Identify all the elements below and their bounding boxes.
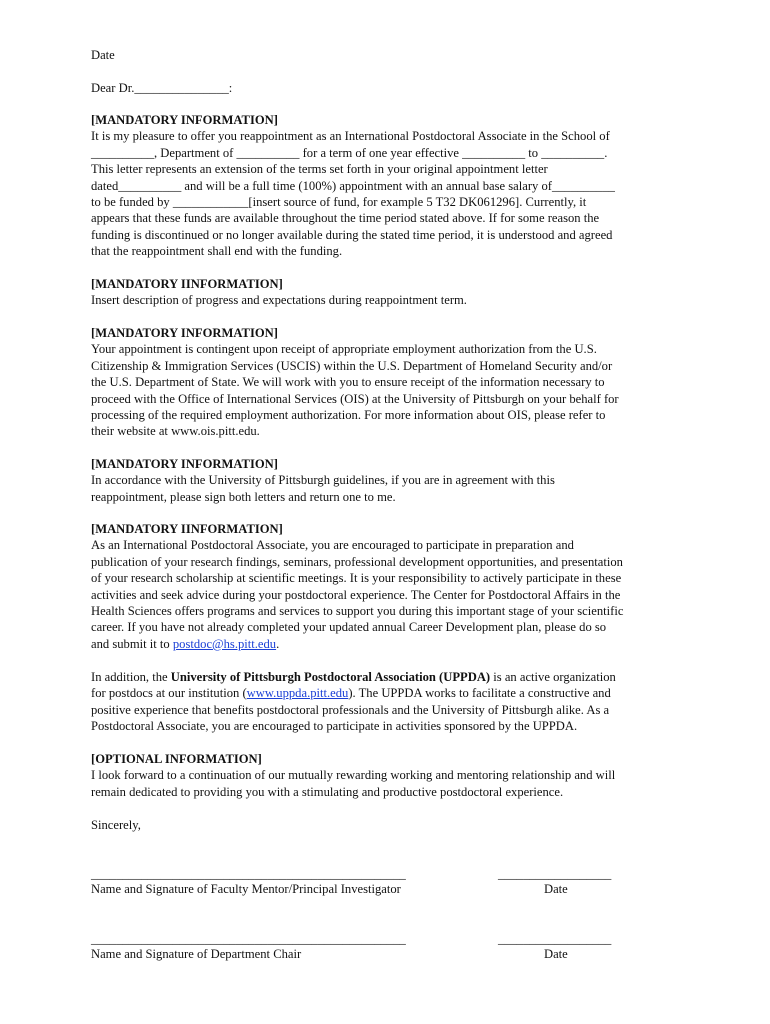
text-line: Postdoctoral Associate, you are encouraged to participate in activities sponsored by the UPPDA. <box>91 719 578 734</box>
section-heading: [MANDATORY INFORMATION] <box>91 113 278 127</box>
chair-date-label: Date <box>544 947 568 961</box>
text-line: It is my pleasure to offer you reappointment as an International Postdoctoral Associate in the School of <box>91 129 610 144</box>
text-line: funding is discontinued or no longer available during the stated time period, it is understood and agreed <box>91 227 613 242</box>
text-line: In accordance with the University of Pittsburgh guidelines, if you are in agreement with this <box>91 473 555 488</box>
text-line: I look forward to a continuation of our mutually rewarding working and mentoring relationship and will <box>91 768 616 783</box>
text-line: dated__________ and will be a full time (100%) appointment with an annual base salary of__________ <box>91 178 615 193</box>
text-fragment: In addition, the <box>91 670 171 684</box>
text-line: appears that these funds are available throughout the time period stated above. If for some reason the <box>91 211 600 226</box>
text-fragment: for postdocs at our institution ( <box>91 686 247 701</box>
text-fragment: ). The UPPDA works to facilitate a constructive and <box>348 686 611 701</box>
section-heading: [MANDATORY INFORMATION] <box>91 326 278 340</box>
section-heading: [OPTIONAL INFORMATION] <box>91 752 262 766</box>
chair-signature-label: Name and Signature of Department Chair <box>91 947 302 961</box>
mentor-signature-label: Name and Signature of Faculty Mentor/Principal Investigator <box>91 882 401 896</box>
text-line: This letter represents an extension of the terms set forth in your original appointment letter <box>91 162 548 177</box>
uppda-link[interactable]: www.uppda.pitt.edu <box>246 686 349 701</box>
closing-text: Sincerely, <box>91 818 141 832</box>
text-line: to be funded by ____________[insert source of fund, for example 5 T32 DK061296]. Currently, it <box>91 195 587 210</box>
date-label: Date <box>91 48 115 62</box>
text-line: positive experience that benefits postdoctoral professionals and the University of Pittsburgh alike. As a <box>91 702 610 717</box>
paragraph-uppda <box>91 669 691 735</box>
uppda-name: University of Pittsburgh Postdoctoral Association (UPPDA) <box>170 670 491 684</box>
paragraph-progress <box>91 276 691 309</box>
paragraph-agreement <box>91 456 691 505</box>
text-line: that the reappointment shall end with the funding. <box>91 244 343 259</box>
text-line: proceed with the Office of International Services (OIS) at the University of Pittsburgh on your behalf for <box>91 391 619 406</box>
salutation-text: Dear Dr._______________: <box>91 81 233 95</box>
section-heading: [MANDATORY IINFORMATION] <box>91 277 283 291</box>
text-line: Health Sciences offers programs and services to support you during this important stage of your scientific <box>91 604 624 619</box>
text-line: career. If you have not already completed your updated annual Career Development plan, please do so <box>91 620 607 635</box>
text-line <box>91 669 691 685</box>
text-line: Your appointment is contingent upon receipt of appropriate employment authorization from the U.S. <box>91 342 597 357</box>
text-line: processing of the required employment authorization. For more information about OIS, please refer to <box>91 408 606 423</box>
email-link[interactable]: postdoc@hs.pitt.edu <box>172 636 277 651</box>
mentor-date-label: Date <box>544 882 568 896</box>
text-line: __________, Department of __________ for a term of one year effective __________ to __________. <box>91 145 608 160</box>
text-fragment: . <box>276 636 280 651</box>
paragraph-appointment <box>91 112 691 260</box>
text-line: their website at www.ois.pitt.edu. <box>91 424 260 439</box>
section-heading: [MANDATORY IINFORMATION] <box>91 522 283 536</box>
paragraph-optional <box>91 751 691 800</box>
text-line: reappointment, please sign both letters and return one to me. <box>91 489 396 504</box>
text-line: of your research scholarship at scientific meetings. It is your responsibility to actively participate in these <box>91 571 622 586</box>
text-line: Insert description of progress and expectations during reappointment term. <box>91 293 467 308</box>
mentor-date-line[interactable]: __________________ <box>498 867 612 881</box>
text-line: Citizenship & Immigration Services (USCIS) within the U.S. Department of Homeland Security and/or <box>91 358 613 373</box>
text-line: activities and seek advice during your postdoctoral experience. The Center for Postdoctoral Affairs in the <box>91 587 621 602</box>
text-fragment: is an active organization <box>490 670 616 684</box>
text-line: publication of your research findings, seminars, professional development opportunities, and presentation <box>91 554 623 569</box>
text-line: As an International Postdoctoral Associate, you are encouraged to participate in preparation and <box>91 538 574 553</box>
paragraph-authorization <box>91 325 691 440</box>
text-line: remain dedicated to providing you with a stimulating and productive postdoctoral experience. <box>91 784 564 799</box>
paragraph-development <box>91 521 691 652</box>
date-line <box>91 47 691 63</box>
text-line: the U.S. Department of State. We will work with you to ensure receipt of the information necessary to <box>91 375 605 390</box>
section-heading: [MANDATORY INFORMATION] <box>91 457 278 471</box>
chair-signature-line[interactable]: __________________________________________________ <box>91 932 406 946</box>
mentor-signature-line[interactable]: __________________________________________________ <box>91 867 406 881</box>
text-line <box>91 685 691 701</box>
chair-date-line[interactable]: __________________ <box>498 932 612 946</box>
closing <box>91 817 691 833</box>
salutation <box>91 80 691 96</box>
text-line <box>91 636 691 652</box>
text-fragment: and submit it to <box>91 636 173 651</box>
